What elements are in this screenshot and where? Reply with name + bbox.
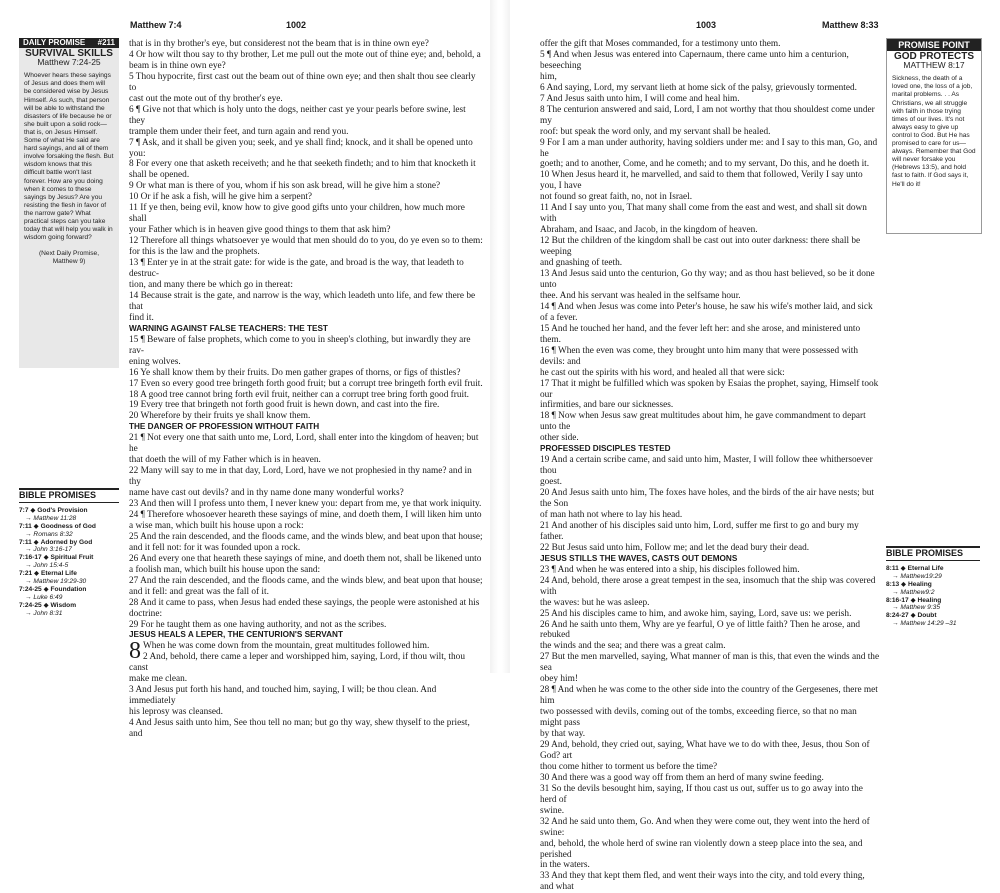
verse-line: 32 And he said unto them, Go. And when they were come out, they went into the herd of swine:	[540, 816, 870, 838]
bible-promise-item	[886, 581, 980, 589]
right-page-number: 1003	[696, 20, 717, 30]
verse-line: 6 ¶ Give not that which is holy unto the dogs, neither cast ye your pearls before swine, lest they	[129, 104, 466, 126]
verse-line: goest.	[540, 477, 562, 488]
section-heading: JESUS HEALS A LEPER, THE CENTURION'S SERVANT	[129, 630, 343, 640]
verse-line: 20 Wherefore by their fruits ye shall know them.	[129, 411, 311, 422]
verse-line: and gnashing of teeth.	[540, 258, 623, 269]
verse-line: 15 And he touched her hand, and the fever left her: and she arose, and ministered unto them.	[540, 323, 861, 345]
verse-line: 10 Or if he ask a fish, will he give him a serpent?	[129, 192, 313, 203]
section-heading: JESUS STILLS THE WAVES, CASTS OUT DEMONS	[540, 553, 738, 563]
promise-topic: Foundation	[50, 585, 87, 593]
verse-line: beam is in thine own eye?	[129, 60, 226, 71]
verse-line: 29 And, behold, they cried out, saying, What have we to do with thee, Jesus, thou Son of God? art	[540, 740, 870, 761]
verse-line: 11 And I say unto you, That many shall come from the east and west, and shall sit down with	[540, 203, 867, 225]
verse-line: 17 Even so every good tree bringeth forth good fruit; but a corrupt tree bringeth forth evil fruit.	[129, 378, 483, 389]
verse-line: 29 For he taught them as one having authority, and not as the scribes.	[129, 619, 387, 630]
promise-ref: 7:24-25	[19, 601, 42, 609]
verse-line: roof: but speak the word only, and my servant shall be healed.	[540, 126, 771, 137]
verse-line: his leprosy was cleansed.	[129, 707, 223, 718]
right-header-ref: Matthew 8:33	[822, 20, 879, 30]
verse-line: 31 So the devils besought him, saying, If thou cast us out, suffer us to go away into the herd of	[540, 783, 863, 805]
bible-promise-item	[886, 597, 980, 605]
promise-topic: Goodness of God	[40, 522, 96, 530]
diamond-icon: ◆	[31, 522, 41, 530]
daily-promise-box	[19, 38, 119, 368]
verse-line: 19 And a certain scribe came, and said unto him, Master, I will follow thee whithersoever thou	[540, 455, 873, 477]
promise-ref: 8:13	[886, 580, 900, 588]
promise-point-title: GOD PROTECTS	[893, 51, 974, 63]
verse-line: 15 ¶ Beware of false prophets, which come to you in sheep's clothing, but inwardly they are rav-	[129, 334, 471, 356]
promise-ref: 8:16-17	[886, 596, 909, 604]
promise-cross-reference: → John 3:16-17	[25, 546, 72, 554]
verse-line: 25 And his disciples came to him, and awoke him, saying, Lord, save us: we perish.	[540, 608, 852, 619]
verse-line: 6 And saying, Lord, my servant lieth at home sick of the palsy, grievously tormented.	[540, 82, 857, 93]
verse-line: thou come hither to torment us before the time?	[540, 761, 718, 772]
section-heading: WARNING AGAINST FALSE TEACHERS: THE TEST	[129, 323, 328, 333]
verse-line: 7 ¶ Ask, and it shall be given you; seek, and ye shall find; knock, and it shall be opened unto you:	[129, 137, 473, 159]
verse-line: 23 And then will I profess unto them, I never knew you: depart from me, ye that work iniquity.	[129, 499, 482, 510]
verse-line: offer the gift that Moses commanded, for a testimony unto them.	[540, 39, 781, 49]
daily-promise-label: DAILY PROMISE	[23, 38, 86, 47]
promise-topic: Spiritual Fruit	[50, 554, 94, 562]
promise-topic: Eternal Life	[40, 570, 77, 578]
diamond-icon: ◆	[908, 596, 918, 604]
verse-line: 19 Every tree that bringeth not forth good fruit is hewn down, and cast into the fire.	[129, 400, 440, 411]
verse-line: 4 Or how wilt thou say to thy brother, Let me pull out the mote out of thine eye; and, behold, a	[129, 49, 481, 60]
verse-line: 27 But the men marvelled, saying, What manner of man is this, that even the winds and the sea	[540, 652, 880, 674]
verse-line: and, behold, the whole herd of swine ran violently down a steep place into the sea, and perished	[540, 838, 863, 860]
verse-line: 27 And the rain descended, and the floods came, and the winds blew, and beat upon that house;	[129, 575, 483, 586]
left-scripture-column	[129, 39, 484, 740]
verse-line: that is in thy brother's eye, but considerest not the beam that is in thine own eye?	[129, 39, 429, 49]
verse-line: tion, and many there be which go in thereat:	[129, 279, 293, 290]
verse-line: 14 ¶ And when Jesus was come into Peter's house, he saw his wife's mother laid, and sick of a fever.	[540, 301, 873, 323]
verse-line: and it fell not: for it was founded upon a rock.	[129, 542, 301, 553]
promise-topic: Healing	[917, 596, 942, 604]
verse-line: that doeth the will of my Father which is in heaven.	[129, 455, 321, 466]
verse-line: 3 And Jesus put forth his hand, and touched him, saying, I will; be thou clean. And immediately	[129, 685, 437, 707]
verse-line: 2 And, behold, there came a leper and worshipped him, saying, Lord, if thou wilt, thou canst	[129, 652, 465, 674]
promise-topic: Healing	[907, 580, 932, 588]
promise-cross-reference: → Matthew19:29	[892, 572, 942, 580]
bible-promise-item	[886, 612, 980, 620]
bible-promise-item	[19, 539, 119, 547]
daily-promise-footer-line1: (Next Daily Promise,	[38, 250, 100, 258]
verse-line: 28 And it came to pass, when Jesus had ended these sayings, the people were astonished at his	[129, 597, 480, 608]
verse-line: 12 Therefore all things whatsoever ye would that men should do to you, do ye even so to them:	[129, 236, 483, 247]
verse-line: 16 Ye shall know them by their fruits. Do men gather grapes of thorns, or figs of thistles?	[129, 367, 461, 378]
verse-line: 7 And Jesus saith unto him, I will come and heal him.	[540, 93, 740, 104]
verse-line: 24 ¶ Therefore whosoever heareth these sayings of mine, and doeth them, I will liken him unto	[129, 509, 482, 520]
promise-ref: 7:11	[19, 522, 32, 530]
promise-ref: 8:11	[886, 564, 899, 572]
verse-text: When he was come down from the mountain, great multitudes followed him.	[143, 641, 430, 652]
diamond-icon: ◆	[898, 564, 908, 572]
right-page	[510, 0, 1000, 893]
bible-promise-item	[19, 554, 119, 562]
verse-line: 28 ¶ And when he was come to the other side into the country of the Gergesenes, there met him	[540, 685, 878, 707]
section-heading: THE DANGER OF PROFESSION WITHOUT FAITH	[129, 422, 320, 432]
verse-line: two possessed with devils, coming out of the tombs, exceeding fierce, so that no man might pass	[540, 707, 857, 729]
bible-promises-title: BIBLE PROMISES	[886, 546, 980, 561]
right-scripture-column	[540, 39, 880, 893]
verse-line: 30 And there was a good way off from them an herd of many swine feeding.	[540, 772, 824, 783]
verse-line: 12 But the children of the kingdom shall be cast out into outer darkness: there shall be weeping	[540, 236, 861, 258]
verse-line: in the waters.	[540, 860, 590, 871]
promise-cross-reference: → John 8:31	[25, 609, 63, 617]
daily-promise-footer-line2: Matthew 9)	[52, 258, 86, 266]
verse-line: 11 If ye then, being evil, know how to give good gifts unto your children, how much more shall	[129, 203, 465, 225]
promise-ref: 8:24-27	[886, 612, 909, 620]
promise-cross-reference: → Matthew 14:29 –31	[892, 620, 957, 628]
verse-line: the winds and the sea; and there was a great calm.	[540, 641, 726, 652]
promise-cross-reference: → Luke 6:49	[25, 593, 63, 601]
diamond-icon: ◆	[31, 538, 41, 546]
verse-line: 5 Thou hypocrite, first cast out the beam out of thine own eye; and then shalt thou see clearly to	[129, 71, 476, 93]
promise-topic: Doubt	[917, 612, 937, 620]
promise-topic: Wisdom	[50, 601, 77, 609]
page-gutter	[490, 0, 510, 673]
promise-ref: 7:21	[19, 570, 33, 578]
promise-topic: Adorned by God	[40, 538, 93, 546]
diamond-icon: ◆	[41, 585, 51, 593]
daily-promise-number: #211	[97, 38, 115, 47]
verse-line: 33 And they that kept them fled, and went their ways into the city, and told every thing, and what	[540, 871, 865, 893]
bible-promise-item	[886, 565, 980, 573]
verse-line: 8 The centurion answered and said, Lord, I am not worthy that thou shouldest come under my	[540, 104, 875, 126]
verse-line: thee. And his servant was healed in the selfsame hour.	[540, 290, 741, 301]
verse-line: of man hath not where to lay his head.	[540, 509, 683, 520]
verse-line: swine.	[540, 805, 565, 816]
promise-point-header: PROMISE POINT	[887, 39, 981, 51]
verse-line: not found so great faith, no, not in Israel.	[540, 192, 693, 203]
bible-promise-item	[19, 602, 119, 610]
verse-line: a wise man, which built his house upon a rock:	[129, 520, 304, 531]
verse-line: he cast out the spirits with his word, and healed all that were sick:	[540, 367, 785, 378]
left-page	[0, 0, 490, 740]
bible-promise-item	[19, 523, 119, 531]
verse-line: find it.	[129, 312, 154, 323]
verse-line: make me clean.	[129, 674, 188, 685]
verse-line: 25 And the rain descended, and the floods came, and the winds blew, and beat upon that house;	[129, 531, 483, 542]
promise-cross-reference: → Romans 8:32	[25, 530, 73, 538]
diamond-icon: ◆	[899, 580, 908, 588]
verse-line: 21 And another of his disciples said unto him, Lord, suffer me first to go and bury my father.	[540, 520, 859, 542]
verse-line: a foolish man, which built his house upon the sand:	[129, 564, 321, 575]
bible-promise-item	[19, 570, 119, 578]
promise-ref: 7:24-25	[19, 585, 42, 593]
verse-line: 20 And Jesus saith unto him, The foxes have holes, and the birds of the air have nests; but the Son	[540, 488, 874, 510]
verse-line: for this is the law and the prophets.	[129, 247, 260, 258]
diamond-icon: ◆	[41, 554, 51, 562]
verse-line: 21 ¶ Not every one that saith unto me, Lord, Lord, shall enter into the kingdom of heaven; but he	[129, 433, 479, 455]
verse-line: 16 ¶ When the even was come, they brought unto him many that were possessed with devils: and	[540, 345, 859, 367]
verse-line: 9 Or what man is there of you, whom if his son ask bread, will he give him a stone?	[129, 181, 441, 192]
verse-line: infirmities, and bare our sicknesses.	[540, 400, 674, 411]
promise-ref: 7:7	[19, 506, 29, 514]
verse-line: cast out the mote out of thy brother's eye.	[129, 93, 283, 104]
bible-promises-right	[886, 546, 980, 628]
section-heading: PROFESSED DISCIPLES TESTED	[540, 444, 671, 454]
verse-line: 26 And he saith unto them, Why are ye fearful, O ye of little faith? Then he arose, and rebuked	[540, 619, 861, 641]
promise-point-ref: MATTHEW 8:17	[903, 60, 965, 71]
promise-point-box	[886, 38, 982, 234]
verse-line: 24 And, behold, there arose a great tempest in the sea, insomuch that the ship was covered with	[540, 575, 876, 597]
verse-line: and it fell: and great was the fall of it.	[129, 586, 269, 597]
bible-promise-item	[19, 507, 119, 515]
daily-promise-footer	[19, 250, 119, 266]
daily-promise-header	[19, 38, 119, 48]
diamond-icon: ◆	[908, 612, 918, 620]
verse-line: 8 For every one that asketh receiveth; and he that seeketh findeth; and to him that knocketh it	[129, 159, 476, 170]
diamond-icon: ◆	[41, 601, 51, 609]
verse-line: obey him!	[540, 674, 578, 685]
promise-ref: 7:11	[19, 538, 32, 546]
verse-line: 5 ¶ And when Jesus was entered into Capernaum, there came unto him a centurion, beseeching	[540, 49, 849, 71]
daily-promise-ref: Matthew 7:24-25	[37, 57, 101, 68]
bible-promises-title: BIBLE PROMISES	[19, 488, 119, 503]
verse-line: shall be opened.	[129, 170, 190, 181]
verse-line: doctrine:	[129, 608, 163, 619]
daily-promise-title: SURVIVAL SKILLS	[25, 48, 113, 60]
chapter-number: 8	[129, 638, 141, 665]
verse-line: 10 When Jesus heard it, he marvelled, and said to them that followed, Verily I say unto you, I have	[540, 170, 863, 192]
verse-line: 4 And Jesus saith unto him, See thou tell no man; but go thy way, shew thyself to the priest, and	[129, 718, 470, 740]
verse-line: the waves: but he was asleep.	[540, 597, 650, 608]
verse-line: other side.	[540, 433, 579, 444]
verse-line: 22 But Jesus said unto him, Follow me; and let the dead bury their dead.	[540, 542, 810, 553]
promise-cross-reference: → Matthew9:2	[892, 588, 935, 596]
verse-line: 13 ¶ Enter ye in at the strait gate: for wide is the gate, and broad is the way, that leadeth to destruc-	[129, 258, 464, 280]
diamond-icon: ◆	[32, 570, 41, 578]
promise-topic: God's Provision	[37, 506, 88, 514]
promise-topic: Eternal Life	[907, 564, 944, 572]
verse-line: 26 And every one that heareth these sayings of mine, and doeth them not, shall be likened unto	[129, 553, 482, 564]
verse-line: Abraham, and Isaac, and Jacob, in the kingdom of heaven.	[540, 225, 758, 236]
verse-line: ening wolves.	[129, 356, 181, 367]
promise-cross-reference: → Matthew 9:35	[892, 604, 941, 612]
verse-line: 18 A good tree cannot bring forth evil fruit, neither can a corrupt tree bring forth good fruit.	[129, 389, 470, 400]
bible-promises-left	[19, 488, 119, 618]
promise-cross-reference: → Matthew 11:28	[25, 514, 77, 522]
verse-line: 14 Because strait is the gate, and narrow is the way, which leadeth unto life, and few there be that	[129, 290, 476, 312]
verse-line: 18 ¶ Now when Jesus saw great multitudes about him, he gave commandment to depart unto the	[540, 411, 866, 433]
verse-line: your Father which is in heaven give good things to them that ask him?	[129, 225, 391, 236]
verse-line: trample them under their feet, and turn again and rend you.	[129, 126, 349, 137]
promise-cross-reference: → Matthew 19:29-30	[25, 578, 87, 586]
daily-promise-body: Whoever hears these sayings of Jesus and does them will be considered wise by Jesus Himself. As such, that person will be able to withstand the disasters of life because he or she built upon a solid rock—that is, on Jesus Himself. Some of what He said are hard sayings, and all of them involve forsaking the flesh. But wisdom knows that this difficult battle won't last forever. How are you doing when it comes to these sayings by Jesus? Are you resisting the flesh in favor of the narrow gate? What practical steps can you take today that will help you walk in wisdom going forward?	[24, 72, 114, 242]
verse-line: 13 And Jesus said unto the centurion, Go thy way; and as thou hast believed, so be it done unto	[540, 269, 875, 290]
verse-line: 9 For I am a man under authority, having soldiers under me: and I say to this man, Go, and he	[540, 137, 878, 159]
left-page-number: 1002	[286, 20, 307, 30]
verse-line: 17 That it might be fulfilled which was spoken by Esaias the prophet, saying, Himself took our	[540, 378, 879, 400]
diamond-icon: ◆	[28, 506, 38, 514]
promise-cross-reference: → John 15:4-5	[25, 562, 69, 570]
verse-line: name have cast out devils? and in thy name done many wonderful works?	[129, 488, 404, 499]
promise-point-body: Sickness, the death of a loved one, the loss of a job, marital problems. . . As Christians, we all struggle with faith in those trying times of our lives. It's not always easy to give up control to God. But He has promised to care for us—always. Remember that God will never forsake you (Hebrews 13:5), and hold fast to faith. If God says it, He'll do it!	[892, 75, 976, 188]
verse-line: goeth; and to another, Come, and he cometh; and to my servant, Do this, and he doeth it.	[540, 159, 870, 170]
promise-ref: 7:16-17	[19, 554, 42, 562]
left-header-ref: Matthew 7:4	[130, 20, 182, 30]
verse-line: 22 Many will say to me in that day, Lord, Lord, have we not prophesied in thy name? and in thy	[129, 466, 472, 488]
verse-line: by that way.	[540, 729, 586, 740]
verse-line: 23 ¶ And when he was entered into a ship, his disciples followed him.	[540, 564, 800, 575]
bible-promise-item	[19, 586, 119, 594]
verse-line: him,	[540, 71, 557, 82]
